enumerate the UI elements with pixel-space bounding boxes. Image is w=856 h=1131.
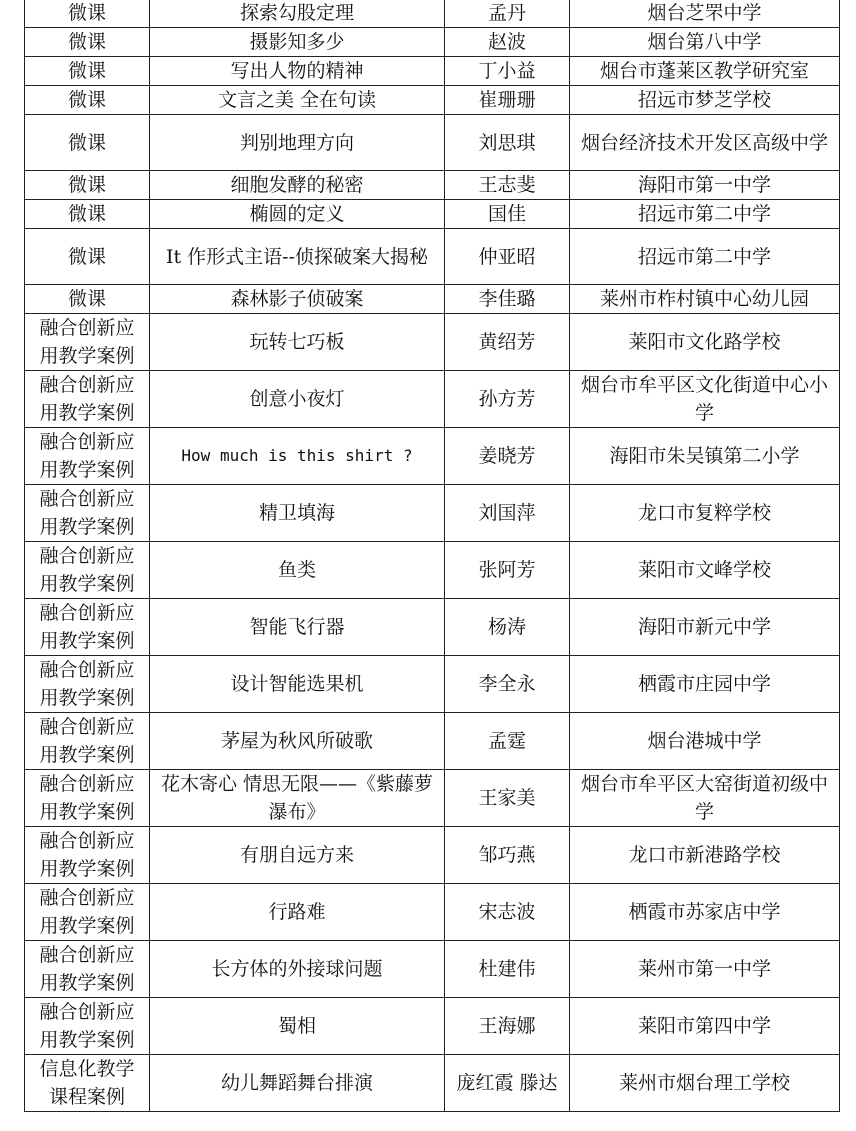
category-cell: 融合创新应用教学案例	[25, 884, 150, 941]
title-cell: 森林影子侦破案	[150, 285, 445, 314]
table-row	[25, 200, 840, 229]
author-cell: 宋志波	[445, 884, 570, 941]
author-cell: 刘思琪	[445, 115, 570, 171]
table-row	[25, 656, 840, 713]
title-cell: It 作形式主语--侦探破案大揭秘	[150, 229, 445, 285]
table-row	[25, 485, 840, 542]
school-cell: 海阳市新元中学	[570, 599, 840, 656]
school-cell: 海阳市朱吴镇第二小学	[570, 428, 840, 485]
table-row	[25, 314, 840, 371]
author-cell: 杨涛	[445, 599, 570, 656]
author-cell: 邹巧燕	[445, 827, 570, 884]
author-cell: 孙方芳	[445, 371, 570, 428]
category-cell: 融合创新应用教学案例	[25, 485, 150, 542]
author-cell: 王志斐	[445, 171, 570, 200]
title-cell: 蜀相	[150, 998, 445, 1055]
category-cell: 微课	[25, 0, 150, 28]
title-cell: 探索勾股定理	[150, 0, 445, 28]
author-cell: 赵波	[445, 28, 570, 57]
table-row	[25, 428, 840, 485]
category-cell: 融合创新应用教学案例	[25, 656, 150, 713]
table-row	[25, 86, 840, 115]
school-cell: 烟台市蓬莱区教学研究室	[570, 57, 840, 86]
category-cell: 微课	[25, 28, 150, 57]
school-cell: 莱阳市第四中学	[570, 998, 840, 1055]
table-row	[25, 28, 840, 57]
table-row	[25, 713, 840, 770]
school-cell: 莱阳市文化路学校	[570, 314, 840, 371]
title-cell: 有朋自远方来	[150, 827, 445, 884]
title-cell: 长方体的外接球问题	[150, 941, 445, 998]
category-cell: 微课	[25, 171, 150, 200]
title-cell: 细胞发酵的秘密	[150, 171, 445, 200]
table-row	[25, 371, 840, 428]
school-cell: 海阳市第一中学	[570, 171, 840, 200]
school-cell: 招远市第二中学	[570, 229, 840, 285]
school-cell: 栖霞市庄园中学	[570, 656, 840, 713]
school-cell: 烟台经济技术开发区高级中学	[570, 115, 840, 171]
title-cell: 判别地理方向	[150, 115, 445, 171]
title-cell: 智能飞行器	[150, 599, 445, 656]
title-cell: 椭圆的定义	[150, 200, 445, 229]
author-cell: 姜晓芳	[445, 428, 570, 485]
table-row	[25, 599, 840, 656]
author-cell: 孟丹	[445, 0, 570, 28]
author-cell: 刘国萍	[445, 485, 570, 542]
table-row	[25, 285, 840, 314]
author-cell: 国佳	[445, 200, 570, 229]
title-cell: 文言之美 全在句读	[150, 86, 445, 115]
table-row	[25, 115, 840, 171]
category-cell: 融合创新应用教学案例	[25, 998, 150, 1055]
title-cell: 鱼类	[150, 542, 445, 599]
category-cell: 融合创新应用教学案例	[25, 713, 150, 770]
awards-table	[24, 0, 840, 1112]
title-cell: How much is this shirt ?	[150, 428, 445, 485]
school-cell: 莱州市柞村镇中心幼儿园	[570, 285, 840, 314]
table-row	[25, 57, 840, 86]
author-cell: 李佳璐	[445, 285, 570, 314]
title-cell: 设计智能选果机	[150, 656, 445, 713]
table-row	[25, 171, 840, 200]
author-cell: 王海娜	[445, 998, 570, 1055]
category-cell: 信息化教学课程案例	[25, 1055, 150, 1112]
table-row	[25, 941, 840, 998]
author-cell: 张阿芳	[445, 542, 570, 599]
table-row	[25, 998, 840, 1055]
table-row	[25, 1055, 840, 1112]
author-cell: 王家美	[445, 770, 570, 827]
title-cell: 茅屋为秋风所破歌	[150, 713, 445, 770]
table-row	[25, 827, 840, 884]
category-cell: 微课	[25, 86, 150, 115]
author-cell: 崔珊珊	[445, 86, 570, 115]
school-cell: 莱阳市文峰学校	[570, 542, 840, 599]
category-cell: 融合创新应用教学案例	[25, 314, 150, 371]
title-cell: 精卫填海	[150, 485, 445, 542]
category-cell: 融合创新应用教学案例	[25, 770, 150, 827]
school-cell: 烟台市牟平区大窑街道初级中学	[570, 770, 840, 827]
author-cell: 丁小益	[445, 57, 570, 86]
school-cell: 龙口市新港路学校	[570, 827, 840, 884]
school-cell: 烟台第八中学	[570, 28, 840, 57]
title-cell: 摄影知多少	[150, 28, 445, 57]
category-cell: 微课	[25, 57, 150, 86]
table-row	[25, 0, 840, 28]
title-cell: 玩转七巧板	[150, 314, 445, 371]
author-cell: 黄绍芳	[445, 314, 570, 371]
school-cell: 龙口市复粹学校	[570, 485, 840, 542]
school-cell: 栖霞市苏家店中学	[570, 884, 840, 941]
category-cell: 融合创新应用教学案例	[25, 941, 150, 998]
school-cell: 招远市第二中学	[570, 200, 840, 229]
author-cell: 孟霆	[445, 713, 570, 770]
table-row	[25, 542, 840, 599]
school-cell: 烟台芝罘中学	[570, 0, 840, 28]
school-cell: 烟台市牟平区文化街道中心小学	[570, 371, 840, 428]
table-row	[25, 884, 840, 941]
author-cell: 仲亚昭	[445, 229, 570, 285]
category-cell: 融合创新应用教学案例	[25, 542, 150, 599]
author-cell: 庞红霞 滕达	[445, 1055, 570, 1112]
author-cell: 杜建伟	[445, 941, 570, 998]
school-cell: 莱州市烟台理工学校	[570, 1055, 840, 1112]
category-cell: 融合创新应用教学案例	[25, 371, 150, 428]
category-cell: 微课	[25, 285, 150, 314]
title-cell: 幼儿舞蹈舞台排演	[150, 1055, 445, 1112]
table-row	[25, 229, 840, 285]
table-row	[25, 770, 840, 827]
category-cell: 融合创新应用教学案例	[25, 599, 150, 656]
title-cell: 创意小夜灯	[150, 371, 445, 428]
category-cell: 融合创新应用教学案例	[25, 428, 150, 485]
school-cell: 招远市梦芝学校	[570, 86, 840, 115]
awards-table-body	[25, 0, 840, 1112]
title-cell: 行路难	[150, 884, 445, 941]
title-cell: 写出人物的精神	[150, 57, 445, 86]
category-cell: 融合创新应用教学案例	[25, 827, 150, 884]
school-cell: 莱州市第一中学	[570, 941, 840, 998]
category-cell: 微课	[25, 115, 150, 171]
school-cell: 烟台港城中学	[570, 713, 840, 770]
title-cell: 花木寄心 情思无限——《紫藤萝瀑布》	[150, 770, 445, 827]
category-cell: 微课	[25, 200, 150, 229]
author-cell: 李全永	[445, 656, 570, 713]
category-cell: 微课	[25, 229, 150, 285]
